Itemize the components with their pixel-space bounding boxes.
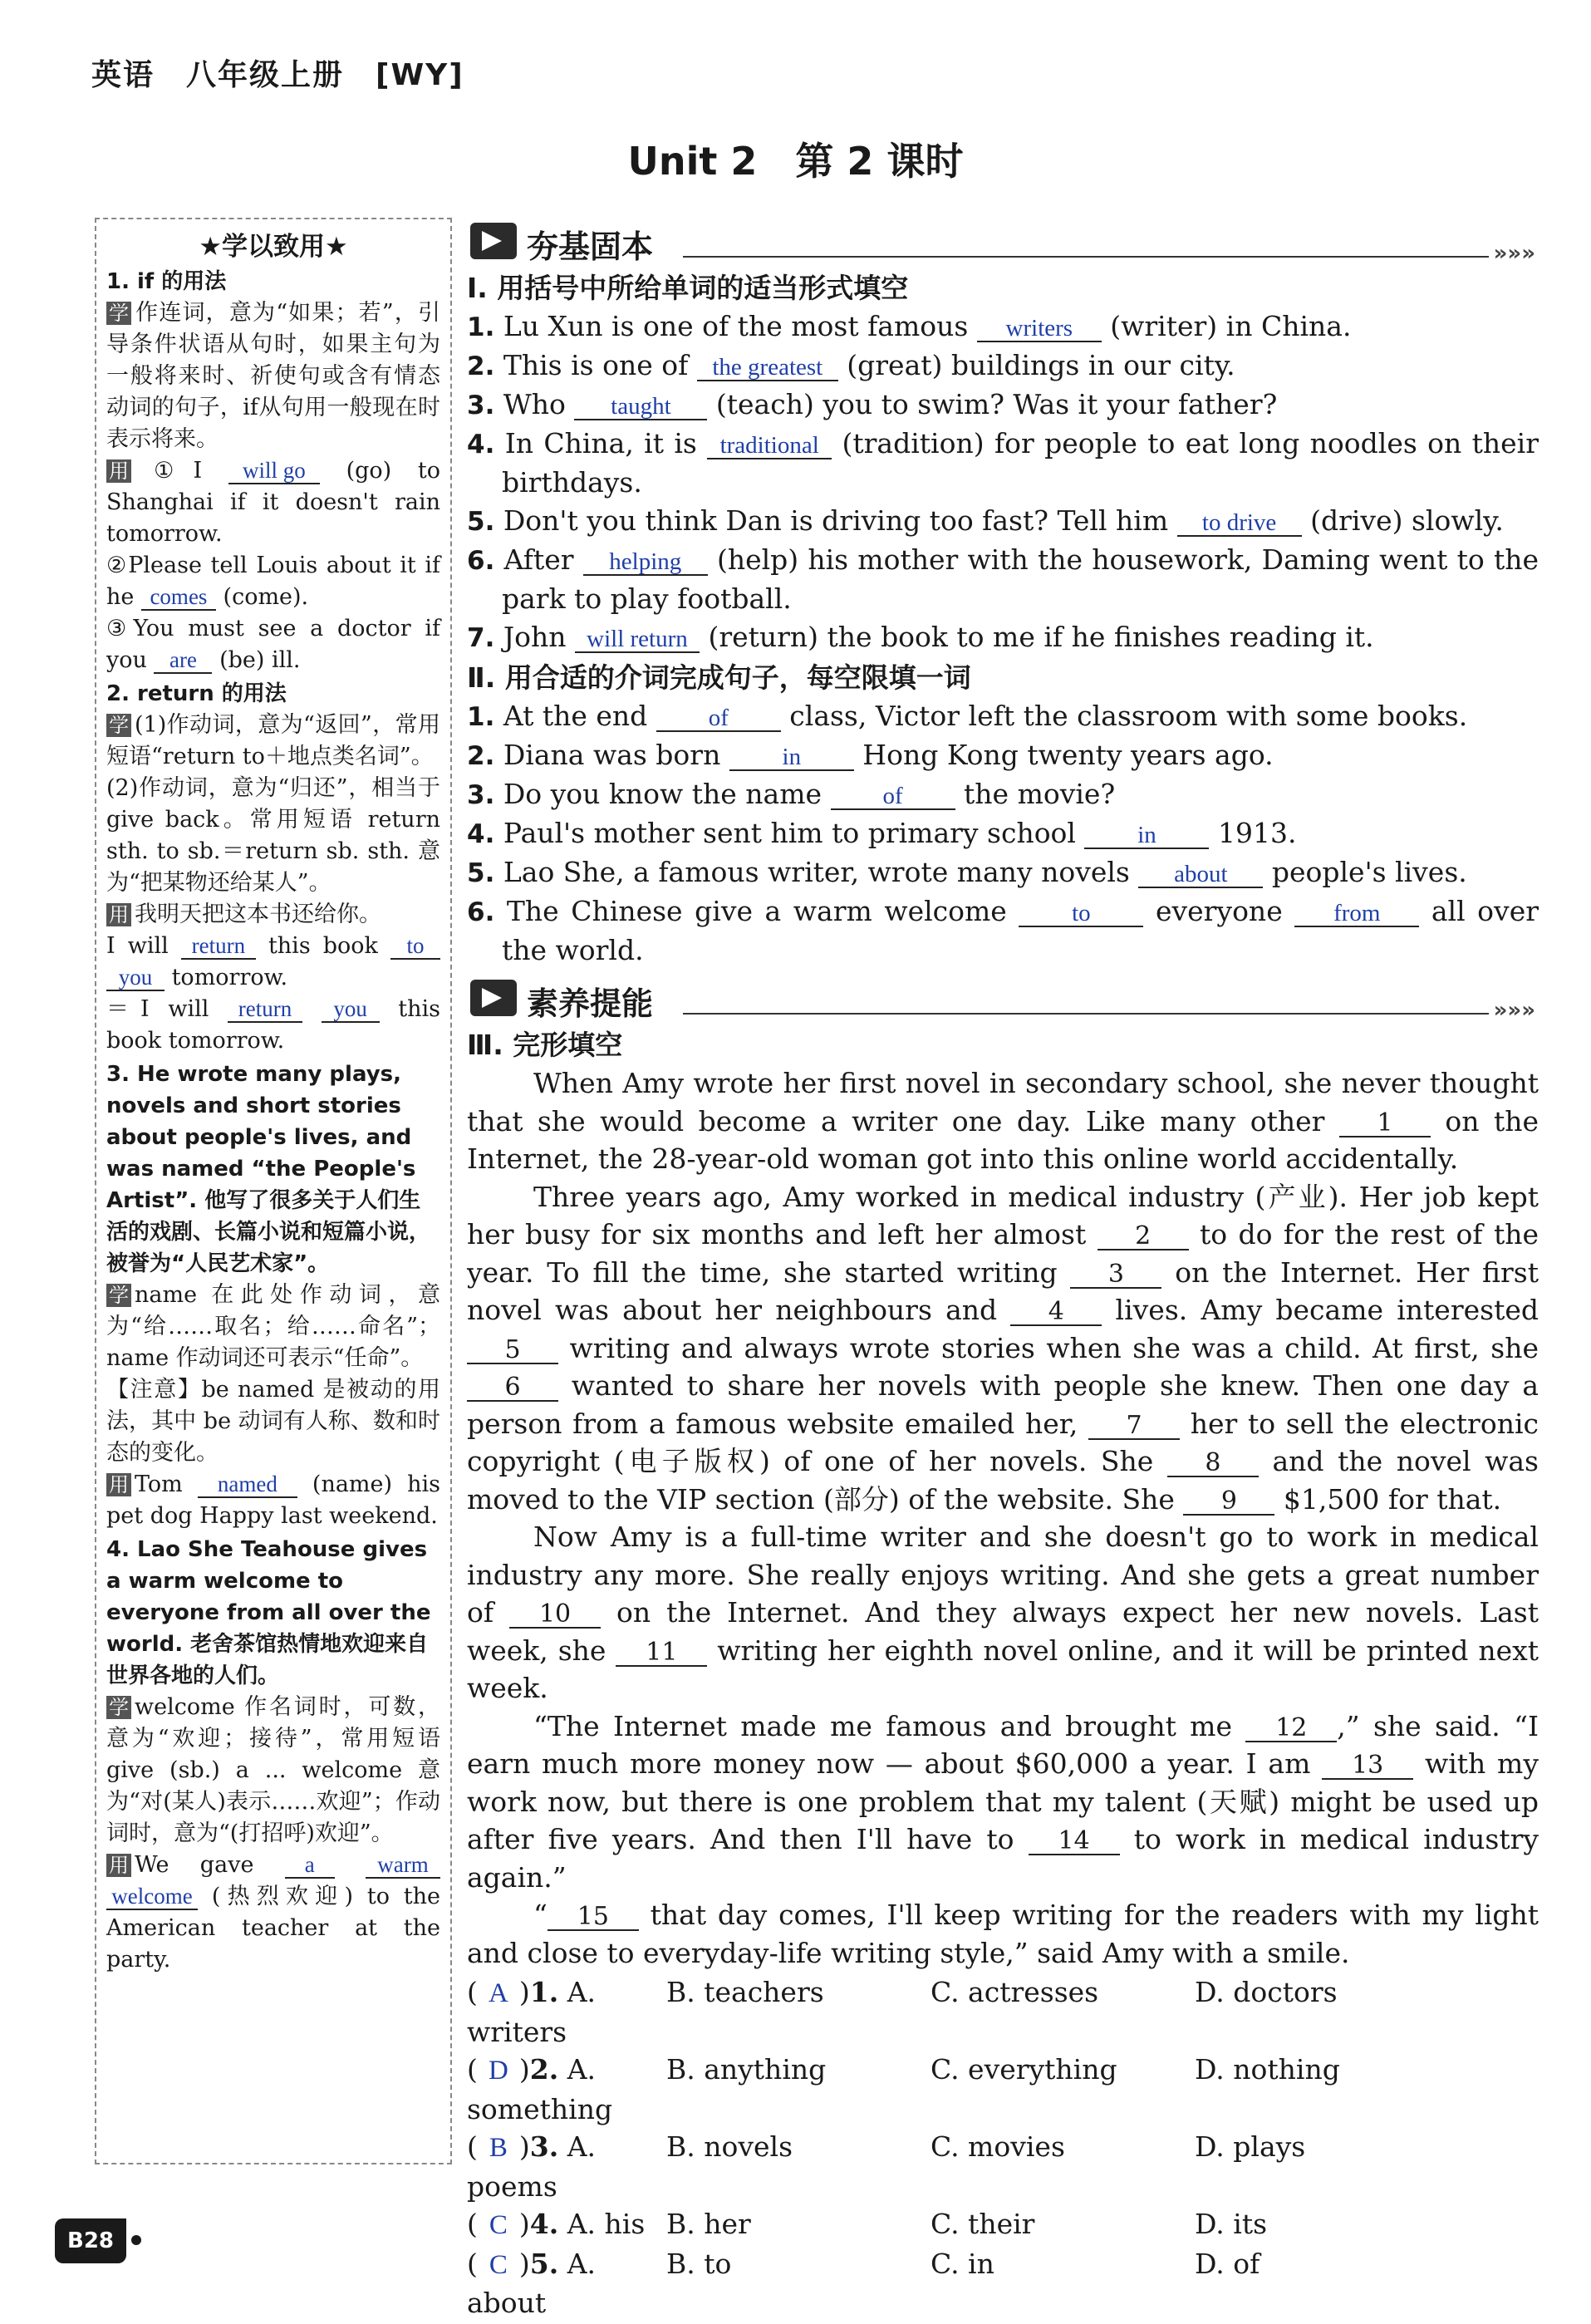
cloze-blank: 7 (1088, 1413, 1180, 1440)
passage-text: writing her eighth novel online, and it will be printed next week. (467, 1634, 1539, 1704)
cloze-blank: 4 (1010, 1300, 1102, 1326)
part-title: Ⅱ. 用合适的介词完成句子，每空限填一词 (467, 661, 971, 694)
question-item (467, 853, 1539, 892)
example-cn: 我明天把这本书还给你。 (135, 902, 381, 927)
example-text: I will (106, 933, 181, 959)
answer-blank: are (154, 647, 212, 674)
note-explain: (1)作动词，意为“返回”，常用短语“return to＋地点类名词”。 (106, 712, 440, 769)
question-text: John (494, 621, 575, 653)
passage-paragraph (467, 1896, 1539, 1972)
question-text: (help) his mother with the housework, Daming went to the park to play football. (502, 543, 1539, 615)
example-text: ③You must see a doctor if you (106, 616, 440, 673)
learn-tag: 学 (106, 714, 131, 737)
option-a: A. something (467, 2053, 613, 2125)
example-text: tomorrow. (165, 965, 288, 990)
answer-blank: you (106, 965, 165, 991)
question-item (467, 346, 1539, 386)
choice-number: 3. (529, 2130, 559, 2163)
passage-text: on the Internet, the 28-year-old woman got into this online world accidentally. (467, 1104, 1539, 1175)
question-number: 1. (467, 312, 495, 342)
cloze-blank: 13 (1322, 1753, 1413, 1780)
example-text: ①I (135, 458, 228, 484)
selected-answer: D (488, 2056, 508, 2086)
main-exercises (467, 218, 1539, 2322)
note-welcome-usage (106, 1534, 440, 1976)
question-item (467, 736, 1539, 775)
answer-blank: you (322, 996, 380, 1023)
answer-blank: about (1138, 862, 1263, 888)
chevrons-icon: »»» (1493, 998, 1535, 1023)
question-number: 3. (467, 391, 495, 420)
answer-blank: to (390, 933, 440, 960)
question-item (467, 697, 1539, 736)
page-dot-icon (131, 2235, 141, 2245)
passage-text: writing and always wrote stories when she was a child. At first, she (558, 1331, 1539, 1364)
question-number: 2. (467, 351, 495, 381)
answer-blank: writers (977, 316, 1102, 342)
question-text: Don't you think Dan is driving too fast? Tell him (494, 504, 1177, 537)
question-text: Lu Xun is one of the most famous (494, 310, 977, 342)
option-b: B. to (666, 2247, 732, 2280)
passage-text: Now Amy is a full-time writer and she doesn't go to work in medical industry any more. She really enjoys writing. And she gets a great number of (467, 1521, 1539, 1629)
learn-tag: 学 (106, 1696, 131, 1719)
question-text: all over the world. (502, 895, 1539, 966)
question-item (467, 386, 1539, 425)
option-b: B. novels (666, 2130, 793, 2163)
passage-text: wanted to share her novels with people she knew. Then one day a person from a famous website emailed her, (467, 1369, 1539, 1440)
choice-list (467, 1973, 1539, 2322)
question-text: (great) buildings in our city. (837, 349, 1235, 381)
book-header: 英语 八年级上册 [WY] (91, 58, 464, 92)
option-d: D. plays (1195, 2130, 1306, 2163)
question-text: (teach) you to swim? Was it your father? (707, 388, 1278, 420)
option-a: A. writers (467, 1976, 597, 2048)
answer-blank: to drive (1177, 510, 1302, 537)
option-a: A. his (567, 2208, 646, 2240)
passage-text: $1,500 for that. (1274, 1482, 1502, 1516)
arrow-box-icon (470, 980, 517, 1016)
question-number: 3. (467, 780, 495, 810)
question-item (467, 541, 1539, 618)
question-text: (tradition) for people to eat long noodles on their birthdays. (502, 427, 1539, 499)
question-text: After (494, 543, 583, 576)
question-text: class, Victor left the classroom with some books. (780, 700, 1468, 732)
answer-blank: of (656, 705, 781, 732)
choice-number: 2. (529, 2053, 559, 2086)
example-text: We gave (135, 1852, 285, 1878)
answer-blank: return (181, 933, 256, 960)
choice-row: ( C )4. A. his B. her C. their D. its (467, 2205, 1539, 2245)
passage-paragraph (467, 1707, 1539, 1897)
answer-blank: return (228, 996, 302, 1023)
cloze-blank: 12 (1245, 1716, 1337, 1742)
section-title: 夯基固本 (527, 228, 654, 265)
part-title: Ⅰ. 用括号中所给单词的适当形式填空 (467, 272, 909, 304)
cloze-blank: 8 (1167, 1451, 1259, 1477)
page-title: Unit 2 第 2 课时 (627, 139, 964, 184)
note-warning: 【注意】be named 是被动的用法，其中 be 动词有人称、数和时态的变化。 (106, 1377, 440, 1466)
note-heading: 3. He wrote many plays, novels and short stories about people's lives, and was named “the People's Artist”. 他写了很多关于人们生活的戏剧、长篇小说和短篇小说，被誉为“人民艺术家”。 (106, 1062, 431, 1276)
note-heading: 1. if 的用法 (106, 269, 227, 294)
passage-text: and the novel was moved to the VIP section (部分) of the website. She (467, 1445, 1539, 1516)
passage-text: “ (533, 1899, 548, 1931)
example-text: Tom (135, 1472, 198, 1497)
question-item (467, 618, 1539, 657)
sidebar-title: ★学以致用★ (199, 232, 348, 262)
note-named-usage (106, 1059, 440, 1532)
answer-blank: warm (366, 1852, 440, 1879)
note-return-usage (106, 678, 440, 1057)
use-tag: 用 (106, 903, 131, 926)
note-explain: welcome 作名词时，可数，意为“欢迎；接待”，常用短语 give (sb.) a ... welcome 意为“对(某人)表示……欢迎”；作动词时，意为“(打招呼)欢迎”。 (106, 1694, 440, 1846)
cloze-blank: 14 (1029, 1829, 1120, 1855)
passage-text: that day comes, I'll keep writing for the readers with my light and close to everyday-life writing style,” said Amy with a smile. (467, 1899, 1539, 1969)
question-item (467, 775, 1539, 814)
question-number: 6. (467, 897, 495, 927)
chevrons-icon: »»» (1493, 241, 1535, 266)
cloze-blank: 1 (1339, 1111, 1431, 1137)
passage-text: Three years ago, Amy worked in medical industry (产业). Her job kept her busy for six months and left her almost (467, 1180, 1539, 1250)
example-text: ②Please tell Louis about it if he (106, 553, 440, 610)
question-text: Diana was born (494, 739, 729, 771)
answer-blank: in (1084, 823, 1209, 849)
option-a: A. poems (467, 2130, 597, 2203)
passage-text: her to sell the electronic copyright (电子版权) of one of her novels. She (467, 1407, 1539, 1477)
question-text: the movie? (955, 778, 1116, 810)
answer-blank: from (1294, 901, 1419, 927)
question-text: At the end (494, 700, 656, 732)
option-a: A. about (467, 2247, 597, 2319)
question-number: 6. (467, 546, 495, 576)
option-c: C. actresses (931, 1976, 1099, 2008)
question-item (467, 425, 1539, 502)
question-text: 1913. (1209, 817, 1297, 849)
arrow-box-icon (470, 223, 517, 259)
section-header-skills (467, 975, 1539, 1023)
question-number: 5. (467, 507, 495, 537)
note-if-usage (106, 266, 440, 676)
answer-blank: comes (141, 584, 216, 611)
passage-text: on the Internet. And they always expect her new novels. Last week, she (467, 1596, 1539, 1667)
cloze-blank: 2 (1097, 1224, 1189, 1250)
selected-answer: C (489, 2249, 508, 2280)
choice-row: ( D )2. A. something B. anything C. everything D. nothing (467, 2051, 1539, 2128)
answer-blank: in (729, 744, 854, 771)
example-text: (name) his pet dog Happy last weekend. (106, 1472, 440, 1529)
passage-paragraph (467, 1064, 1539, 1178)
cloze-blank: 10 (509, 1602, 601, 1629)
question-text: Who (494, 388, 575, 420)
choice-row: ( B )3. A. poems B. novels C. movies D. plays (467, 2128, 1539, 2205)
option-b: B. teachers (666, 1976, 824, 2008)
answer-blank: helping (583, 549, 708, 576)
note-explain: name 在此处作动词，意为“给……取名；给……命名”；name 作动词还可表示“任命”。 (106, 1282, 440, 1371)
question-item (467, 814, 1539, 853)
question-number: 2. (467, 741, 495, 771)
selected-answer: C (489, 2210, 508, 2240)
use-tag: 用 (106, 1854, 131, 1877)
passage-paragraph (467, 1518, 1539, 1707)
option-c: C. their (931, 2208, 1035, 2240)
cloze-blank: 11 (616, 1640, 707, 1667)
passage-text: lives. Amy became interested (1102, 1294, 1539, 1326)
example-text: (go) to Shanghai if it doesn't rain tomorrow. (106, 458, 440, 547)
answer-blank: of (831, 784, 955, 810)
question-text: Paul's mother sent him to primary school (494, 817, 1085, 849)
question-number: 4. (467, 430, 495, 459)
choice-row: ( C )5. A. about B. to C. in D. of (467, 2245, 1539, 2322)
question-item (467, 502, 1539, 541)
question-text: everyone (1143, 895, 1295, 927)
question-number: 7. (467, 623, 495, 653)
example-text: (热烈欢迎) to the American teacher at the party. (106, 1884, 440, 1973)
option-c: C. everything (931, 2053, 1117, 2086)
question-text: Lao She, a famous writer, wrote many novels (494, 856, 1139, 888)
question-text: people's lives. (1263, 856, 1467, 888)
passage-text: to do for the rest of the year. To fill the time, she started writing (467, 1218, 1539, 1289)
passage-text: “The Internet made me famous and brought me (533, 1709, 1246, 1742)
learn-tag: 学 (106, 1284, 131, 1307)
page-number: B28 (55, 2218, 126, 2263)
passage-text: ,” she said. “I earn much more money now — about $60,000 a year. I am (467, 1709, 1539, 1780)
example-text: this book tomorrow. (106, 996, 440, 1054)
example-text: ＝I will (106, 996, 228, 1022)
passage-text: to work in medical industry again.” (467, 1823, 1539, 1894)
example-text: this book (255, 933, 390, 959)
note-heading: 2. return 的用法 (106, 681, 287, 706)
answer-blank: traditional (707, 433, 832, 459)
note-explain: 作连词，意为“如果；若”，引导条件状语从句时，如果主句为一般将来时、祈使句或含有情态动词的句子，if从句用一般现在时表示将来。 (106, 300, 440, 452)
question-number: 5. (467, 858, 495, 888)
answer-blank: will go (228, 458, 320, 484)
question-number: 1. (467, 702, 495, 732)
answer-blank: welcome (106, 1884, 198, 1910)
learn-tag: 学 (106, 302, 131, 325)
choice-number: 1. (529, 1976, 559, 2008)
passage-text: When Amy wrote her first novel in secondary school, she never thought that she would become a writer one day. Like many other (467, 1067, 1539, 1137)
use-tag: 用 (106, 1473, 131, 1496)
question-item (467, 307, 1539, 346)
option-d: D. nothing (1195, 2053, 1340, 2086)
example-text: (come). (215, 584, 309, 610)
question-text: (writer) in China. (1101, 310, 1352, 342)
sidebar-study-notes (95, 218, 452, 2164)
part-title: Ⅲ. 完形填空 (467, 1029, 623, 1061)
cloze-blank: 5 (467, 1338, 558, 1364)
option-d: D. of (1195, 2247, 1260, 2280)
option-d: D. doctors (1195, 1976, 1338, 2008)
cloze-blank: 9 (1183, 1489, 1274, 1516)
answer-blank: the greatest (697, 355, 838, 381)
question-text: Hong Kong twenty years ago. (853, 739, 1274, 771)
passage-paragraph (467, 1178, 1539, 1519)
answer-blank: named (198, 1472, 297, 1498)
divider (683, 256, 1489, 258)
question-text: (drive) slowly. (1301, 504, 1504, 537)
option-c: C. in (931, 2247, 994, 2280)
question-text: This is one of (494, 349, 697, 381)
example-text: (be) ill. (212, 647, 301, 673)
answer-blank: taught (574, 394, 707, 420)
choice-row: ( A )1. A. writers B. teachers C. actresses D. doctors (467, 1973, 1539, 2051)
cloze-blank: 15 (548, 1904, 639, 1931)
question-text: (return) the book to me if he finishes reading it. (699, 621, 1374, 653)
cloze-blank: 3 (1070, 1262, 1161, 1289)
answer-blank: to (1019, 901, 1143, 927)
choice-number: 5. (529, 2247, 559, 2280)
divider (683, 1013, 1489, 1015)
use-tag: 用 (106, 459, 131, 483)
section-header-basics (467, 218, 1539, 266)
note-explain: (2)作动词，意为“归还”，相当于 give back。常用短语 return sth. to sb.＝return sb. sth. 意为“把某物还给某人”。 (106, 775, 440, 896)
question-text: Do you know the name (494, 778, 831, 810)
passage-text: on the Internet. Her first novel was about her neighbours and (467, 1255, 1539, 1326)
selected-answer: B (489, 2133, 508, 2163)
note-heading: 4. Lao She Teahouse gives a warm welcome to everyone from all over the world. 老舍茶馆热情地欢迎来自世界各地的人们。 (106, 1537, 431, 1688)
section-title: 素养提能 (527, 985, 654, 1022)
option-d: D. its (1195, 2208, 1268, 2240)
question-text: In China, it is (494, 427, 708, 459)
cloze-passage (467, 1064, 1539, 1972)
option-c: C. movies (931, 2130, 1065, 2163)
question-text: The Chinese give a warm welcome (494, 895, 1019, 927)
option-b: B. her (666, 2208, 751, 2240)
question-item (467, 892, 1539, 970)
passage-text: with my work now, but there is one problem that my talent (天赋) might be used up after five years. And then I'll have to (467, 1747, 1539, 1855)
cloze-blank: 6 (467, 1375, 558, 1402)
answer-blank: will return (575, 626, 700, 653)
answer-blank: a (285, 1852, 335, 1879)
question-number: 4. (467, 819, 495, 849)
option-b: B. anything (666, 2053, 827, 2086)
selected-answer: A (488, 1978, 508, 2008)
choice-number: 4. (529, 2208, 559, 2240)
